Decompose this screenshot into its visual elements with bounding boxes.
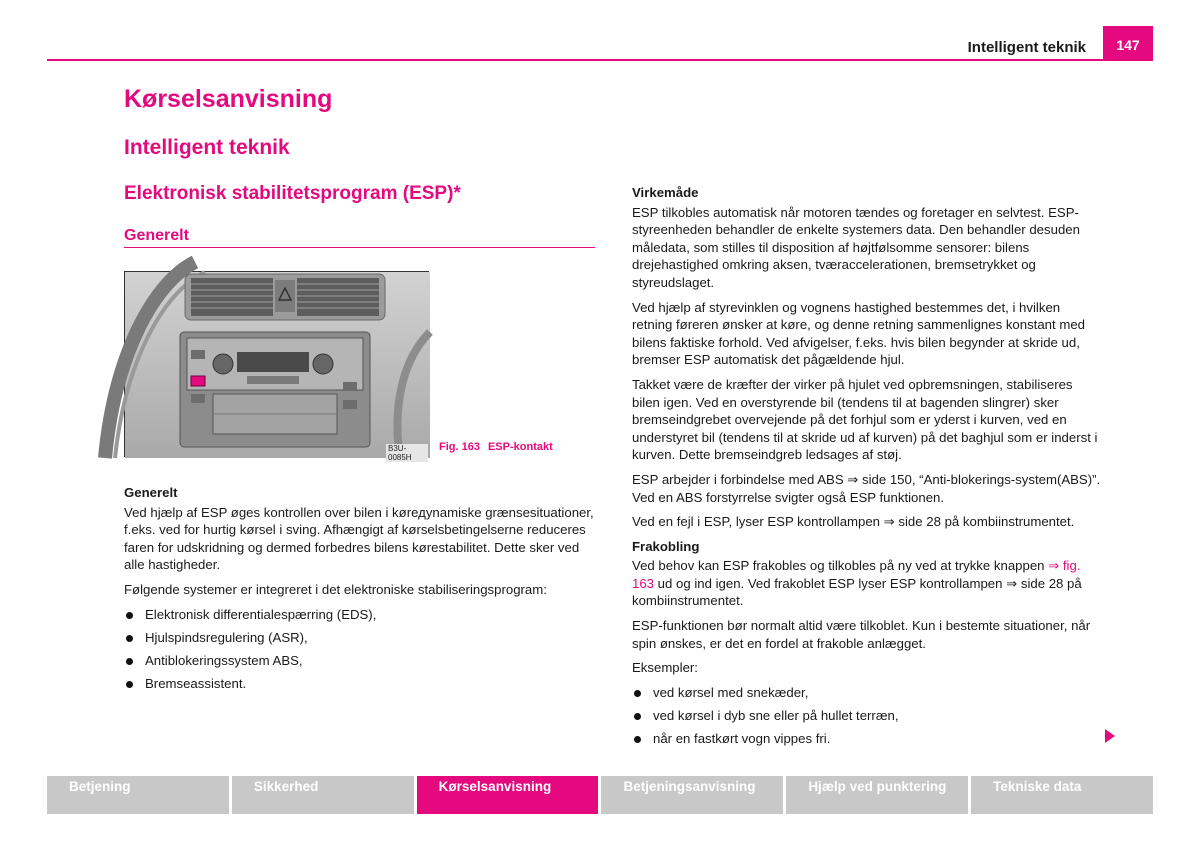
list-item: Hjulspindsregulering (ASR),	[124, 629, 598, 647]
nav-tab-betjening[interactable]: Betjening	[47, 776, 229, 814]
operation-subheading: Virkemåde	[632, 185, 699, 200]
figure-number: Fig. 163	[439, 441, 480, 453]
left-subheading: Generelt	[124, 485, 178, 500]
figure-code: B3U-0085H	[386, 444, 428, 462]
right-paragraph-6	[632, 557, 1102, 610]
list-item: ved kørsel med snekæder,	[632, 684, 1102, 702]
topic-heading: Generelt	[124, 227, 189, 244]
paragraph-text: Ved behov kan ESP frakobles og tilkobles på ny ved at trykke knappen	[632, 558, 1049, 574]
right-paragraph-1: ESP tilkobles automatisk når motoren tændes og foretager en selvtest. ESP-styreenheden behandler de enkelte systemers data. Den behandler desuden måledata, som stilles til disposition af højtfølsomme sensorer: bilens drejehastighed omkring aksen, tværaccelerationen, bremsetrykket og styreudslaget.	[632, 204, 1080, 290]
nav-tab-sikkerhed[interactable]: Sikkerhed	[232, 776, 414, 814]
right-column	[632, 184, 1102, 753]
right-paragraph-4: ESP arbejder i forbindelse med ABS ⇒ side 150, “Anti-blokerings-system(ABS)”. Ved en ABS forstyrrelse svigter også ESP funktionen.	[632, 471, 1101, 505]
disable-subheading: Frakobling	[632, 538, 700, 554]
continue-arrow-icon[interactable]	[1105, 729, 1115, 743]
chapter-heading: Kørselsanvisning	[124, 85, 333, 113]
esp-switch-figure	[124, 271, 429, 462]
figure-cross-reference-link[interactable]: ⇒ fig. 163	[632, 558, 1081, 591]
topic-divider	[124, 247, 595, 248]
dashboard-illustration	[125, 272, 430, 458]
list-item: når en fastkørt vogn vippes fri.	[632, 730, 1102, 748]
nav-tab-hjaelp-ved-punktering[interactable]: Hjælp ved punktering	[786, 776, 968, 814]
nav-tab-korselsanvisning[interactable]: Kørselsanvisning	[417, 776, 599, 814]
subsection-heading: Elektronisk stabilitetsprogram (ESP)*	[124, 183, 461, 204]
right-paragraph-3: Takket være de kræfter der virker på hjulet ved opbremsningen, stabiliseres bilen igen. Ved en overstyrende bil (tendens til at bagenden slingrer) sker bremseindgrebet overvejende på det forhjul som er yderst i kurven, ved en understyret bil (tendens til at skride ud af kurven) på det baghjul som er inderst i kurven. Dette bremseindgreb ledsages af støj.	[632, 376, 1098, 463]
left-paragraph-1: Ved hjælp af ESP øges kontrollen over bilen i kørедynamiske grænsesituationer, f.eks. ved for hurtig kørsel i sving. Afhængigt af kørselsbetingelserne reduceres faren for udskridning og dermed forbedres bilens kørestabilitet. Dette sker ved alle hastigheder.	[124, 504, 594, 573]
page-number: 147	[1103, 26, 1153, 59]
figure-caption-text: ESP-kontakt	[487, 441, 553, 453]
list-item: Antiblokeringssystem ABS,	[124, 652, 598, 670]
chapter-navigation	[47, 776, 1153, 814]
list-item: ved kørsel i dyb sne eller på hullet terræn,	[632, 707, 1102, 725]
integrated-systems-list	[124, 606, 598, 693]
nav-tab-betjeningsanvisning[interactable]: Betjeningsanvisning	[601, 776, 783, 814]
examples-list	[632, 684, 1102, 748]
left-paragraph-2: Følgende systemer er integreret i det elektroniske stabiliseringsprogram:	[124, 581, 547, 597]
right-paragraph-7: ESP-funktionen bør normalt altid være tilkoblet. Kun i bestemte situationer, når spin ønskes, er det en fordel at frakoble anlægget.	[632, 618, 1091, 651]
paragraph-text: ud og ind igen. Ved frakoblet ESP lyser ESP kontrollampen ⇒ side 28 på kombiinstrumentet.	[632, 575, 1082, 609]
right-paragraph-2: Ved hjælp af styrevinklen og vognens hastighed bestemmes det, i hvilken retning føreren ønsker at køre, og denne retning sammenlignes konstant med bilens faktiske forhold. Ved afvigelser, f.eks. hvis bilen begynder at skride ud, bremser ESP automatisk det pågældende hjul.	[632, 299, 1085, 368]
section-heading: Intelligent teknik	[124, 136, 290, 159]
list-item: Elektronisk differentialespærring (EDS),	[124, 606, 598, 624]
right-paragraph-5: Ved en fejl i ESP, lyser ESP kontrollampen ⇒ side 28 på kombiinstrumentet.	[632, 514, 1075, 530]
nav-tab-tekniske-data[interactable]: Tekniske data	[971, 776, 1153, 814]
right-paragraph-8: Eksempler:	[632, 660, 698, 676]
figure-caption	[439, 441, 561, 453]
running-header-title: Intelligent teknik	[967, 39, 1086, 56]
list-item: Bremseassistent.	[124, 675, 598, 693]
header-divider	[47, 59, 1153, 61]
left-column	[124, 484, 598, 698]
